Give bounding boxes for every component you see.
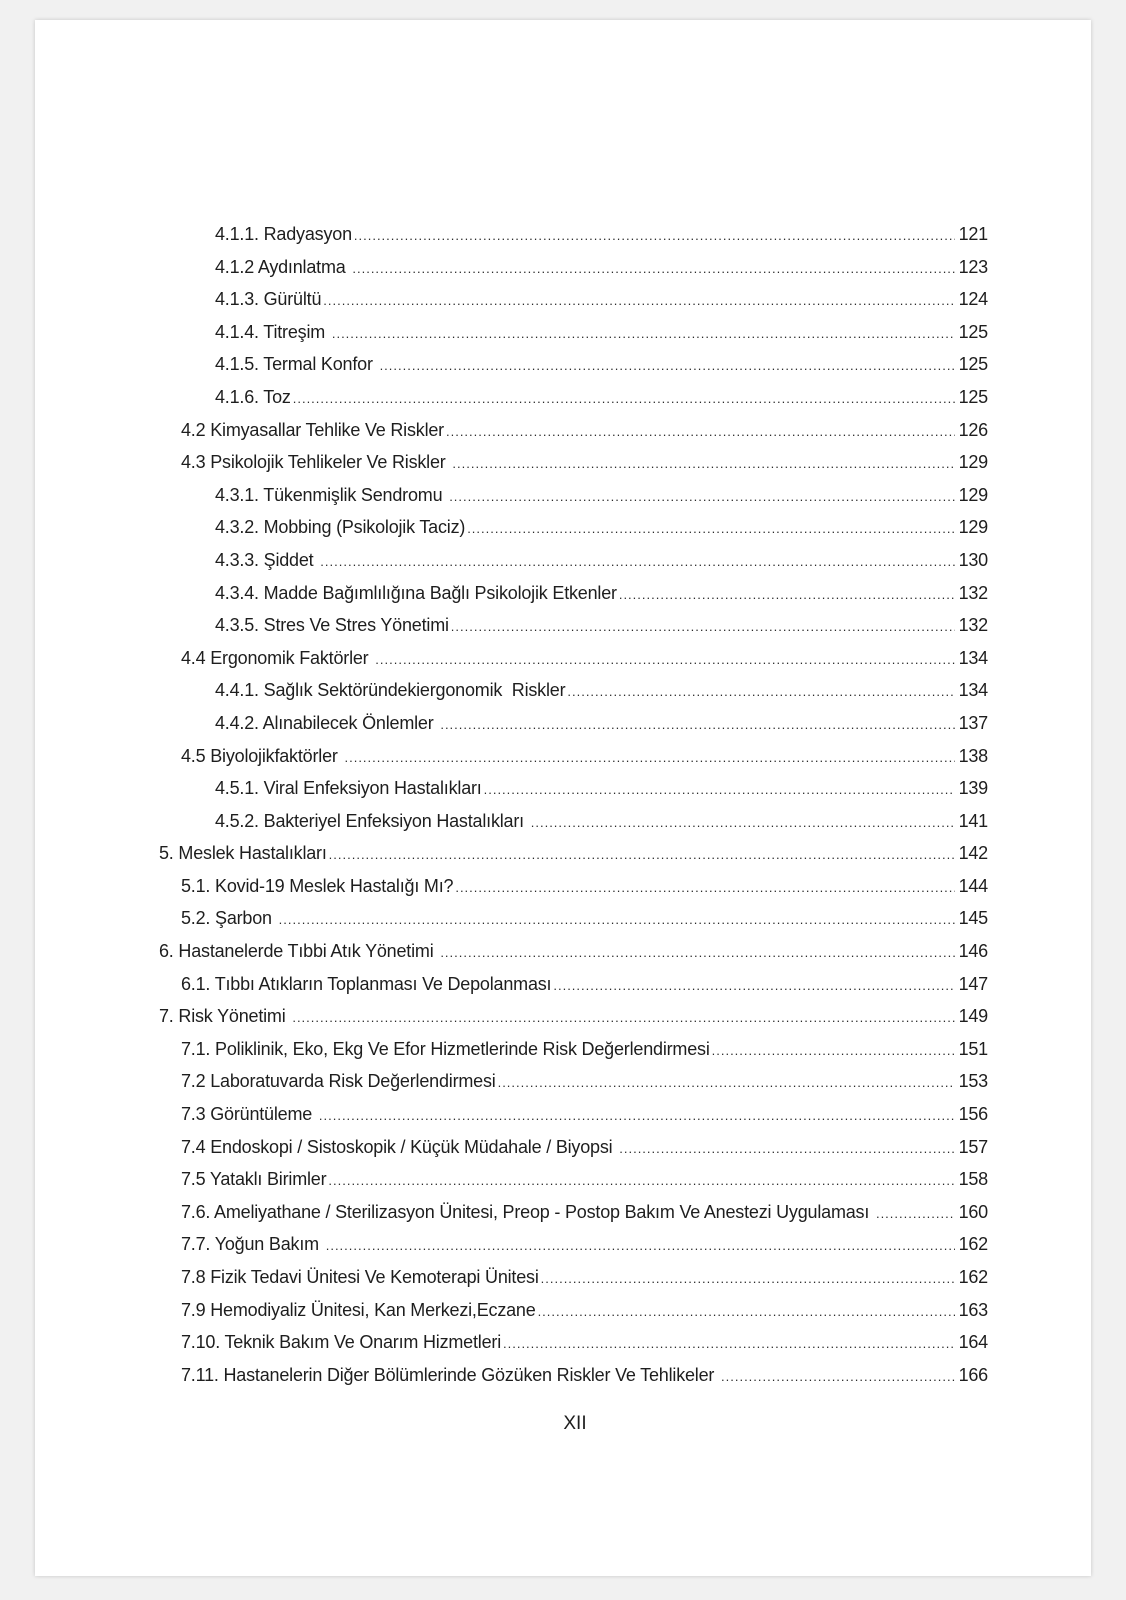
dot-leader: [375, 644, 954, 677]
toc-entry-title: 7.6. Ameliyathane / Sterilizasyon Ünitesi, Preop - Postop Bakım Ve Anestezi Uygulaması: [181, 1201, 874, 1222]
toc-entry: [181, 902, 988, 935]
toc-entry-page-number: 134: [958, 647, 988, 668]
toc-entry: [215, 316, 988, 349]
toc-entry: [181, 1261, 988, 1294]
toc-entry-title: 7.8 Fizik Tedavi Ünitesi Ve Kemoterapi Ünitesi: [181, 1267, 539, 1287]
toc-entry: [215, 218, 988, 251]
toc-entry-page-number: 149: [958, 1006, 988, 1027]
toc-entry-title: 7.7. Yoğun Bakım: [181, 1234, 324, 1255]
toc-entry-page-number: 146: [958, 941, 988, 962]
dot-leader: [328, 1165, 954, 1198]
toc-entry-page-number: 138: [958, 745, 988, 766]
toc-entry-page-number: 132: [958, 582, 988, 603]
toc-entry: [181, 1359, 988, 1392]
toc-entry: [159, 1000, 988, 1033]
dot-leader: [451, 611, 955, 644]
toc-entry-title: 4.5.2. Bakteriyel Enfeksiyon Hastalıkları: [215, 810, 529, 831]
toc-entry-title: 4.3.2. Mobbing (Psikolojik Taciz): [215, 517, 466, 538]
toc-entry: [159, 935, 988, 968]
dot-leader: [449, 481, 954, 514]
toc-entry-page-number: 125: [958, 321, 988, 342]
toc-entry-title: 4.1.1. Radyasyon: [215, 224, 352, 244]
toc-entry: [181, 1098, 988, 1131]
toc-entry-page-number: 142: [958, 843, 988, 864]
toc-entry-title: 4.5 Biyolojikfaktörler: [181, 745, 343, 766]
dot-leader: [446, 416, 955, 449]
table-of-contents: [35, 218, 1091, 1391]
page-number: XII: [563, 1413, 587, 1434]
toc-entry: [215, 381, 988, 414]
toc-entry-title: 4.4 Ergonomik Faktörler: [181, 647, 374, 668]
toc-entry-page-number: 158: [958, 1169, 988, 1190]
toc-entry-title: 4.3.3. Şiddet: [215, 549, 319, 570]
dot-leader: [293, 383, 955, 416]
toc-entry-title: 6.1. Tıbbı Atıkların Toplanması Ve Depolanması: [181, 973, 552, 994]
toc-entry-title: 7.2 Laboratuvarda Risk Değerlendirmesi: [181, 1071, 496, 1092]
toc-entry-title: 7.5 Yataklı Birimler: [181, 1169, 327, 1190]
toc-entry: [181, 446, 988, 479]
toc-entry-title: 7.10. Teknik Bakım Ve Onarım Hizmetleri: [181, 1332, 501, 1353]
toc-entry-title: 7.11. Hastanelerin Diğer Bölümlerinde Gözüken Riskler Ve Tehlikeler: [181, 1364, 720, 1385]
toc-entry-page-number: 129: [958, 452, 988, 473]
dot-leader: [329, 839, 955, 872]
toc-entry-title: 4.1.4. Titreşim: [215, 321, 330, 342]
dot-leader: [440, 937, 954, 970]
toc-entry-title: 5.2. Şarbon: [181, 908, 277, 929]
dot-leader: [876, 1198, 955, 1231]
toc-entry: [215, 805, 988, 838]
toc-entry-page-number: 126: [958, 419, 988, 440]
dot-leader: [344, 742, 954, 775]
toc-entry-title: 7. Risk Yönetimi: [159, 1006, 291, 1027]
toc-entry: [215, 511, 988, 544]
toc-entry-page-number: 130: [958, 549, 988, 570]
toc-entry-page-number: 151: [958, 1038, 988, 1059]
toc-entry-page-number: 163: [958, 1299, 988, 1320]
toc-entry-title: 7.4 Endoskopi / Sistoskopik / Küçük Müdahale / Biyopsi: [181, 1136, 618, 1157]
dot-leader: [531, 807, 955, 840]
document-page: [35, 20, 1091, 1576]
toc-entry: [181, 1131, 988, 1164]
toc-entry-title: 4.1.6. Toz: [215, 386, 291, 407]
toc-entry-title: 6. Hastanelerde Tıbbi Atık Yönetimi: [159, 941, 439, 962]
dot-leader: [352, 253, 954, 286]
toc-entry-title: 4.3.1. Tükenmişlik Sendromu: [215, 484, 448, 505]
dot-leader: [323, 285, 954, 318]
dot-leader: [619, 1133, 954, 1166]
toc-entry-title: 4.1.5. Termal Konfor: [215, 354, 378, 375]
toc-entry: [159, 837, 988, 870]
toc-entry: [181, 1294, 988, 1327]
toc-entry-page-number: 166: [958, 1364, 988, 1385]
toc-entry-page-number: 125: [958, 354, 988, 375]
toc-entry-page-number: 137: [958, 712, 988, 733]
toc-entry: [181, 870, 988, 903]
toc-entry-page-number: 162: [958, 1267, 988, 1287]
toc-entry-page-number: 124: [958, 289, 988, 310]
dot-leader: [538, 1296, 955, 1329]
toc-entry: [215, 251, 988, 284]
toc-entry: [215, 283, 988, 316]
dot-leader: [567, 676, 954, 709]
toc-entry: [215, 479, 988, 512]
toc-entry-page-number: 164: [958, 1332, 988, 1353]
dot-leader: [440, 709, 954, 742]
toc-entry-page-number: 145: [958, 908, 988, 929]
toc-entry: [181, 1163, 988, 1196]
dot-leader: [452, 448, 954, 481]
dot-leader: [279, 904, 955, 937]
toc-entry: [215, 707, 988, 740]
toc-entry: [181, 1033, 988, 1066]
dot-leader: [292, 1002, 954, 1035]
toc-entry-title: 4.1.3. Gürültü: [215, 289, 322, 310]
dot-leader: [320, 546, 954, 579]
toc-entry-title: 4.3.5. Stres Ve Stres Yönetimi: [215, 615, 449, 636]
toc-entry-page-number: 144: [958, 875, 988, 896]
toc-entry-title: 4.1.2 Aydınlatma: [215, 256, 351, 277]
dot-leader: [503, 1328, 955, 1361]
toc-entry-title: 4.3 Psikolojik Tehlikeler Ve Riskler: [181, 452, 451, 473]
toc-entry-page-number: 123: [958, 256, 988, 277]
toc-entry-title: 5.1. Kovid-19 Meslek Hastalığı Mı?: [181, 875, 454, 896]
toc-entry-title: 4.4.1. Sağlık Sektöründekiergonomik Riskler: [215, 680, 566, 701]
toc-entry-page-number: 162: [958, 1234, 988, 1255]
dot-leader: [467, 513, 954, 546]
dot-leader: [484, 774, 955, 807]
dot-leader: [712, 1035, 955, 1068]
toc-entry: [215, 544, 988, 577]
toc-entry: [181, 1065, 988, 1098]
toc-entry-title: 4.4.2. Alınabilecek Önlemler: [215, 712, 439, 733]
dot-leader: [332, 318, 955, 351]
toc-entry-page-number: 156: [958, 1104, 988, 1125]
toc-entry-page-number: 129: [958, 517, 988, 538]
dot-leader: [498, 1067, 955, 1100]
dot-leader: [354, 220, 955, 253]
toc-entry-title: 7.3 Görüntüleme: [181, 1104, 317, 1125]
toc-entry: [215, 772, 988, 805]
dot-leader: [326, 1230, 955, 1263]
dot-leader: [619, 579, 955, 612]
toc-entry-page-number: 160: [958, 1201, 988, 1222]
toc-entry: [181, 968, 988, 1001]
dot-leader: [455, 872, 954, 905]
toc-entry-page-number: 141: [958, 810, 988, 831]
toc-entry-page-number: 121: [958, 224, 988, 244]
toc-entry: [215, 674, 988, 707]
dot-leader: [319, 1100, 955, 1133]
toc-entry-page-number: 147: [958, 973, 988, 994]
toc-entry: [181, 1196, 988, 1229]
toc-entry-title: 4.3.4. Madde Bağımlılığına Bağlı Psikolojik Etkenler: [215, 582, 617, 603]
toc-entry-page-number: 139: [958, 778, 988, 799]
toc-entry-title: 5. Meslek Hastalıkları: [159, 843, 327, 864]
toc-entry-page-number: 134: [958, 680, 988, 701]
toc-entry: [181, 1228, 988, 1261]
toc-entry-title: 4.2 Kimyasallar Tehlike Ve Riskler: [181, 419, 444, 440]
toc-entry-title: 7.1. Poliklinik, Eko, Ekg Ve Efor Hizmetlerinde Risk Değerlendirmesi: [181, 1038, 710, 1059]
toc-entry: [215, 577, 988, 610]
toc-entry: [181, 642, 988, 675]
toc-entry: [215, 609, 988, 642]
toc-entry-page-number: 153: [958, 1071, 988, 1092]
toc-entry: [181, 414, 988, 447]
dot-leader: [541, 1263, 955, 1296]
dot-leader: [553, 970, 954, 1003]
toc-entry-page-number: 132: [958, 615, 988, 636]
toc-entry-page-number: 157: [958, 1136, 988, 1157]
toc-entry-title: 7.9 Hemodiyaliz Ünitesi, Kan Merkezi,Eczane: [181, 1299, 536, 1320]
toc-entry-page-number: 125: [958, 386, 988, 407]
toc-entry-title: 4.5.1. Viral Enfeksiyon Hastalıkları: [215, 778, 482, 799]
dot-leader: [721, 1361, 955, 1394]
toc-entry: [181, 740, 988, 773]
dot-leader: [380, 350, 955, 383]
toc-entry: [181, 1326, 988, 1359]
toc-entry-page-number: 129: [958, 484, 988, 505]
toc-entry: [215, 348, 988, 381]
